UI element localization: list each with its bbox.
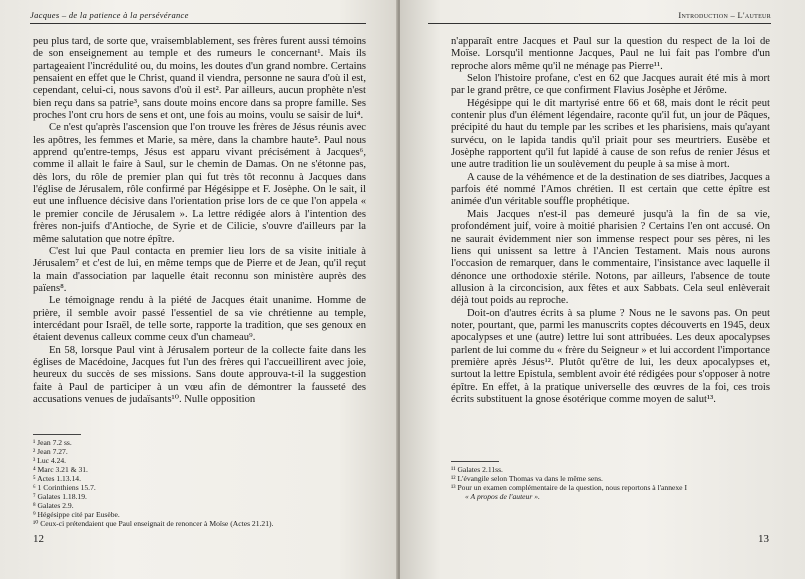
paragraph: En 58, lorsque Paul vint à Jérusalem porteur de la collecte faite dans les églises de Macédoine, Jacques fut l'un des frères qui l'accueillirent avec joie, heureux du succès de ses missions. Sans doute approuva-t-il la suggestion faite à Paul de participer à un vœu afin de démontrer la fausseté des accusations venues de judaïsants¹⁰. Nulle opposition [33, 344, 366, 405]
running-head-left: Jacques – de la patience à la persévérance [30, 10, 189, 20]
footnote: ⁴ Marc 3.21 & 31. [33, 465, 88, 475]
left-page [0, 0, 398, 579]
paragraph: A cause de la véhémence et de la destination de ses diatribes, Jacques a parfois été nommé l'Amos chrétien. Il est certain que cette épître est animée d'un véritable souffle prophétique. [451, 171, 770, 208]
footnotes-left [33, 438, 366, 528]
right-page [400, 0, 805, 579]
paragraph: n'apparaît entre Jacques et Paul sur la question du respect de la loi de Moïse. Lorsqu'il mentionne Jacques, Paul ne lui fait pas l'ombre d'un reproche alors même qu'il ne ménage pas Pierre¹¹. [451, 36, 770, 72]
body-text-right [451, 36, 770, 406]
body-text-left [33, 36, 366, 406]
footnote: ⁹ Hégésippe cité par Eusèbe. [33, 510, 120, 520]
footnote: ⁷ Galates 1.18.19. [33, 492, 87, 502]
paragraph: C'est lui que Paul contacta en premier lieu lors de sa visite initiale à Jérusalem⁷ et c'est de lui, en même temps que de Pierre et de Jean, qu'il reçut la main d'association par laquelle était reconnu son ministère auprès des païens⁸. [33, 245, 366, 294]
footnote: ² Jean 7.27. [33, 447, 68, 457]
page-number-left: 12 [33, 533, 44, 545]
footnote: ⁶ 1 Corinthiens 15.7. [33, 483, 96, 493]
footnote: « A propos de l'auteur ». [465, 492, 540, 502]
footnote-rule [451, 461, 499, 462]
header-rule [428, 23, 771, 24]
footnote: ⁸ Galates 2.9. [33, 501, 74, 511]
footnotes-right [451, 465, 770, 501]
footnote: ¹¹ Galates 2.11ss. [451, 465, 503, 474]
footnote: ⁵ Actes 1.13.14. [33, 474, 81, 484]
page-number-right: 13 [758, 533, 769, 545]
footnote: ³ Luc 4.24. [33, 456, 67, 466]
footnote: ¹ Jean 7.2 ss. [33, 438, 72, 447]
paragraph: Selon l'histoire profane, c'est en 62 que Jacques aurait été mis à mort par le grand prêtre, ce que confirment Flavius Josèphe et Jérôme. [451, 73, 770, 97]
footnote: ¹² L'évangile selon Thomas va dans le même sens. [451, 474, 603, 484]
paragraph: Doit-on d'autres écrits à sa plume ? Nous ne le savons pas. On peut noter, pourtant, que, parmi les manuscrits coptes découverts en 1945, deux apocalypses et une (autre) lettre lui sont attribuées. Les deux apocalypses parlent de lui comme du « frère du Seigneur » et lui accordent l'importance première après Jésus¹². Plutôt qu'être de lui, les deux apocalypses et, surtout la lettre Epistula, semblent avoir été rédigées pour s'opposer à notre épître. En effet, à la pratique universelle des œuvres de la foi, ces trois écrits substituent la gnose ésotérique comme moyen de salut¹³. [451, 307, 770, 405]
paragraph: Mais Jacques n'est-il pas demeuré jusqu'à la fin de sa vie, profondément juif, voire à moitié pharisien ? Certains l'en ont accusé. On ne saurait évidemment nier son immense respect pour ses pères, ni les liens qui unissent sa lettre à l'Ancien Testament. Mais nous aurons l'occasion de remarquer, dans le commentaire, l'insistance avec laquelle il dénonce une orthodoxie stérile. Notons, par ailleurs, l'absence de toute allusion à la circoncision, aux fêtes et aux Sabbats. Cela seul enlèverait déjà tout poids au reproche. [451, 208, 770, 307]
paragraph: peu plus tard, de sorte que, vraisemblablement, ses frères furent aussi témoins de son enseignement au temple et des rumeurs le concernant¹. Mais ils partageaient l'incrédulité ou, du moins, les doutes d'un grand nombre. Certains pensaient en effet que le Christ, quand il viendra, personne ne saura d'où il est, cependant, celui-ci, nous savons d'où il est². Par ailleurs, aucun prophète n'est bien reçu dans sa patrie³, sans doute moins encore dans sa propre famille. Ses proches l'ont cru hors de sens et ont, une fois au moins, voulu se saisir de lui⁴. [33, 36, 366, 122]
footnote-rule [33, 434, 81, 435]
paragraph: Le témoignage rendu à la piété de Jacques était unanime. Homme de prière, il semble avoir passé l'essentiel de sa vie chrétienne au temple, intercédant pour Israël, de telle sorte, rapporte la tradition, que ses genoux en étaient devenus calleux comme ceux d'un chameau⁹. [33, 295, 366, 344]
header-rule [30, 23, 366, 24]
footnote: ¹⁰ Ceux-ci prétendaient que Paul enseignait de renoncer à Moïse (Actes 21.21). [33, 519, 274, 529]
paragraph: Ce n'est qu'après l'ascension que l'on trouve les frères de Jésus réunis avec les apôtres, les femmes et Marie, sa mère, dans la chambre haute⁵. Paul nous apprend qu'entre-temps, Jésus est apparu vivant précisément à Jacques⁶, comme il allait le faire à Saul, sur le chemin de Damas. On ne s'étonne pas, dès lors, du rôle de premier plan qui fut très tôt reconnu à Jacques dans l'église de Jérusalem, rôle confirmé par Hégésippe et F. Josèphe. On le sait, il eut une influence décisive dans l'orientation prise lors de ce que l'on appela « le premier concile de Jérusalem ». La lettre rédigée alors à l'intention des frères non-juifs d'Antioche, de Syrie et de Cilicie, s'ouvre d'ailleurs par la même salutation que notre épître. [33, 122, 366, 245]
running-head-right: Introduction – L'auteur [678, 10, 771, 20]
footnote: ¹³ Pour un examen complémentaire de la question, nous reportons à l'annexe I [451, 483, 687, 493]
paragraph: Hégésippe qui le dit martyrisé entre 66 et 68, mais dont le récit peut contenir plus d'un élément légendaire, raconte qu'il fut, un jour de Pâques, précipité du haut du temple par les scribes et les pharisiens, mais qu'ayant survécu, on le lapida tandis qu'il priait pour ses meurtriers. Eusèbe et Josèphe rapportent qu'il fut lapidé à cause de son refus de renier Jésus et une autre tradition lie un soulèvement du peuple à sa mise à mort. [451, 97, 770, 171]
